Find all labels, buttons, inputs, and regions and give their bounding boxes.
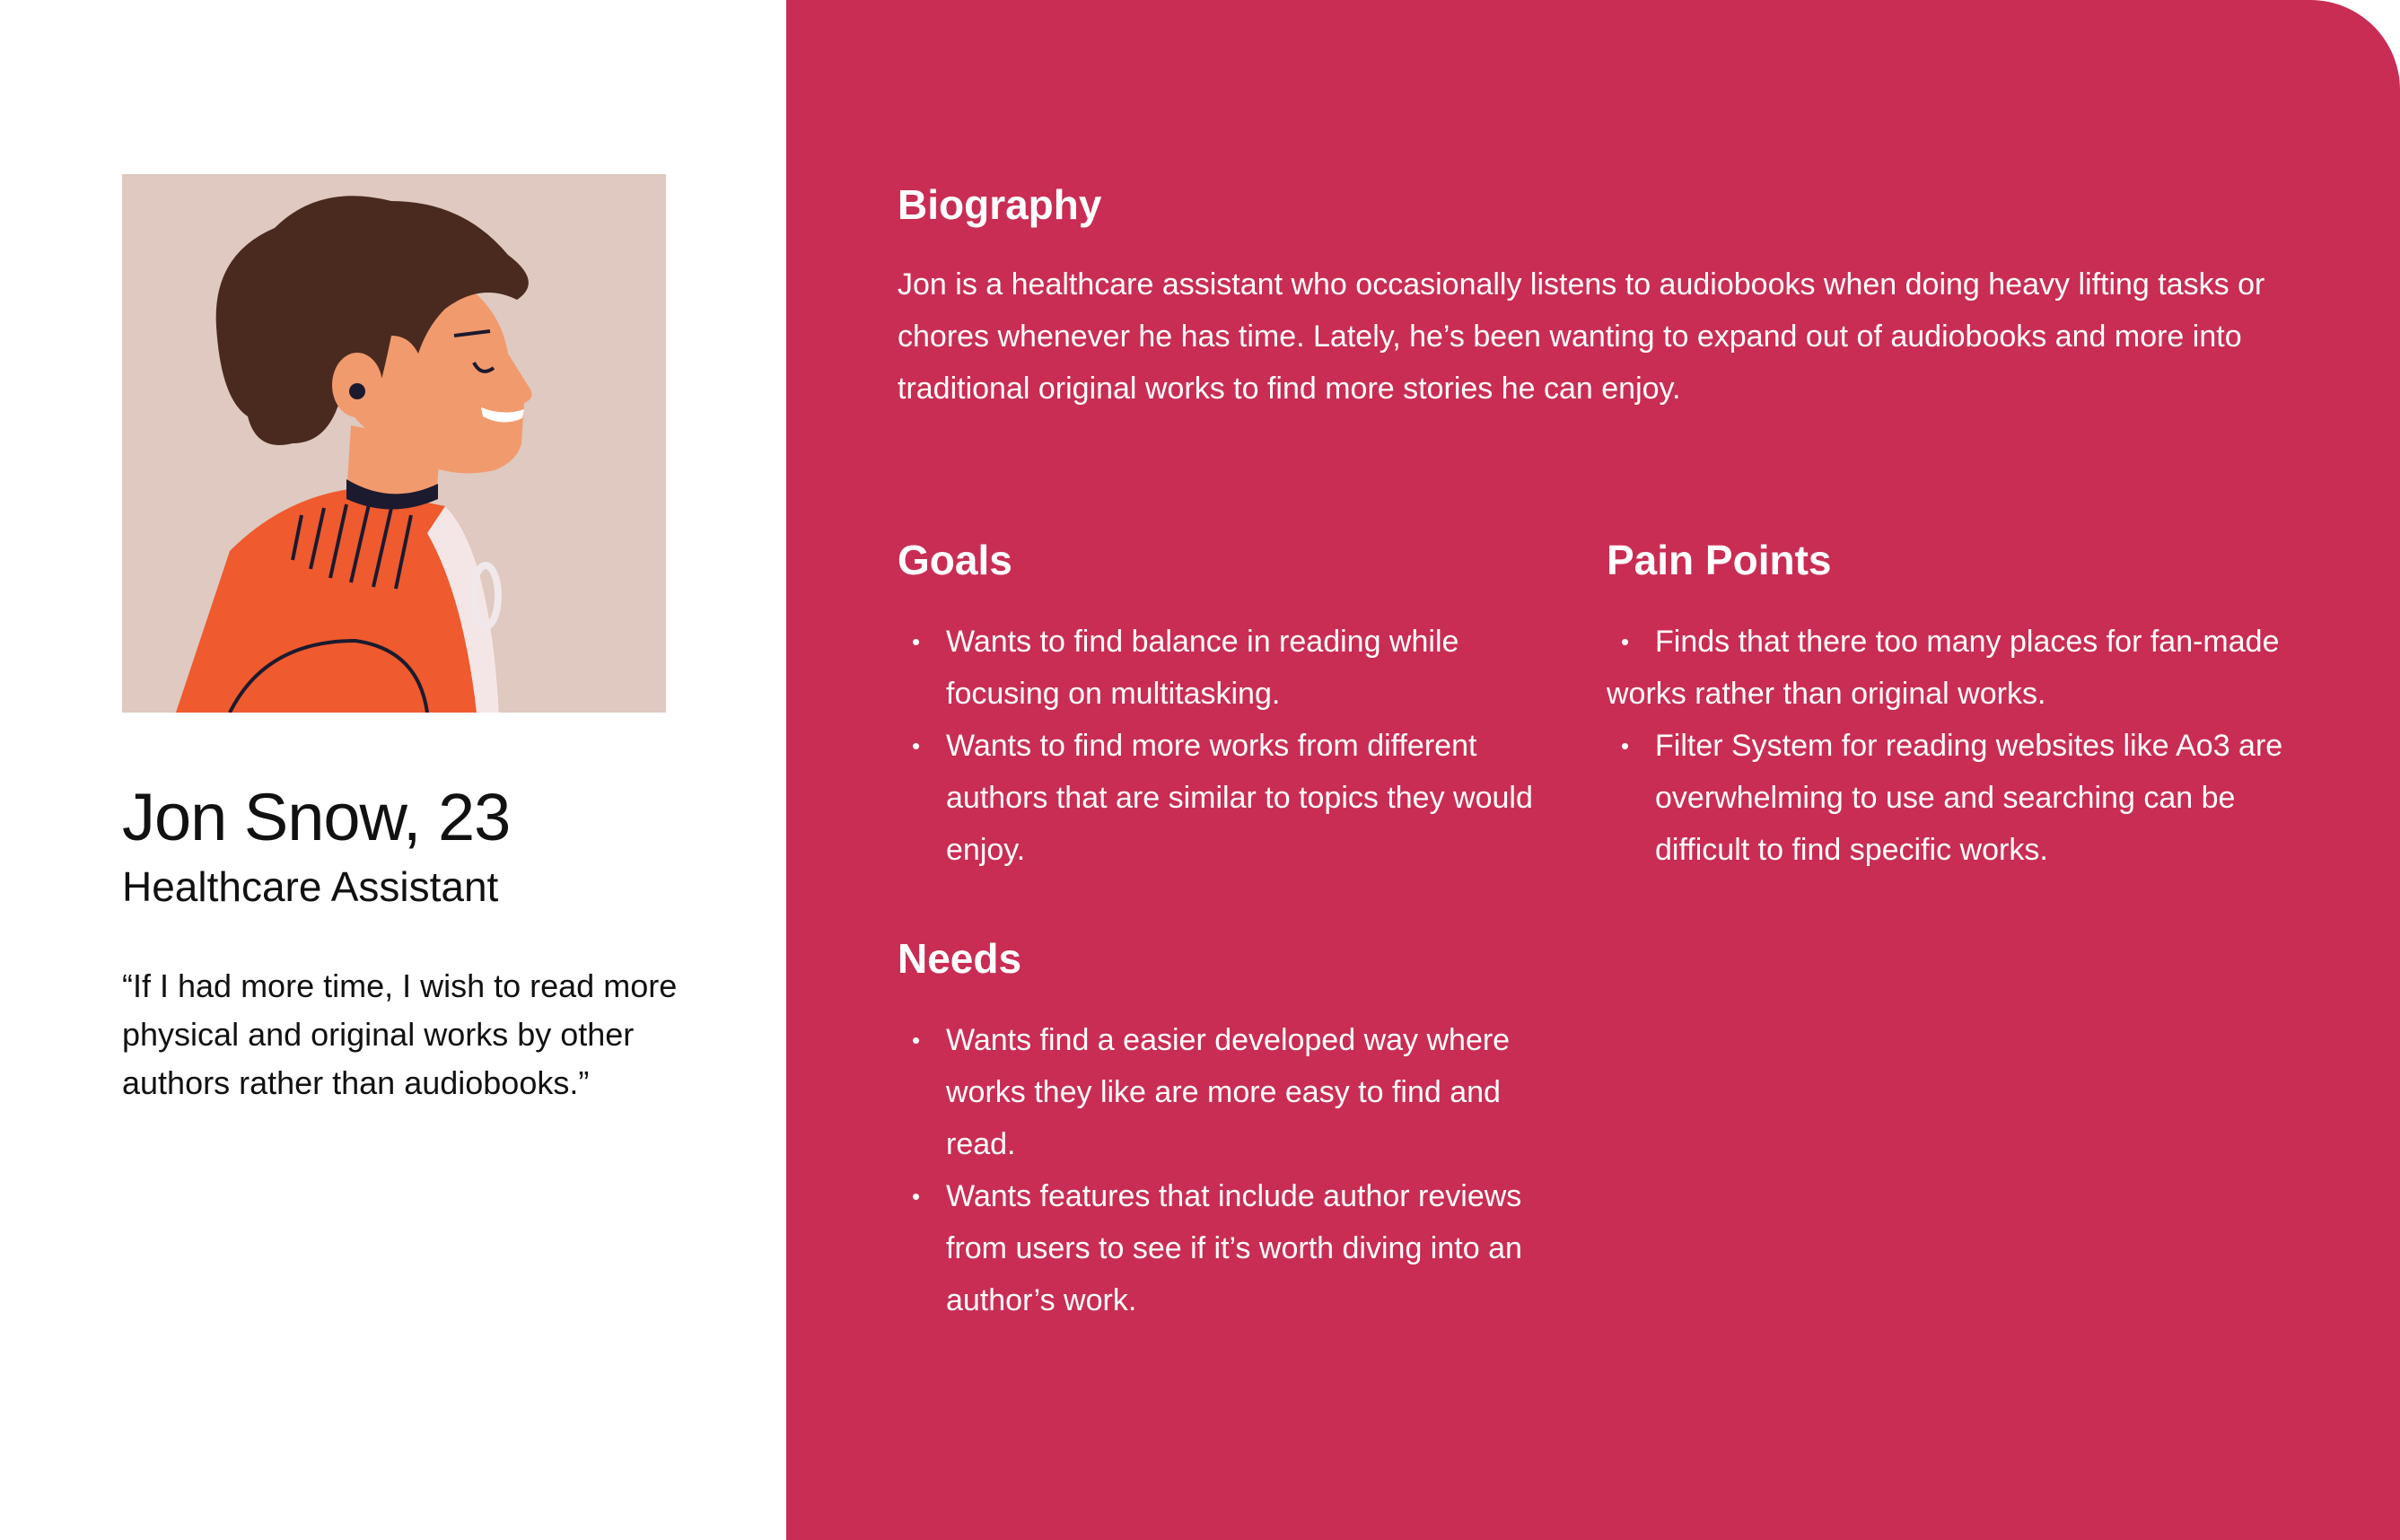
- pain-points-title: Pain Points: [1607, 537, 1832, 583]
- biography-title: Biography: [898, 181, 1102, 228]
- list-item: [898, 720, 1553, 876]
- pain-point-text: Filter System for reading websites like Ao3 are overwhelming to use and searching can be difficult to find specific works.: [1655, 729, 2283, 867]
- list-item: [898, 1170, 1553, 1326]
- pain-points-list: [1607, 616, 2307, 876]
- persona-profile-column: [0, 0, 786, 1540]
- bullet-icon: •: [912, 732, 921, 759]
- bullet-icon: •: [912, 628, 921, 655]
- needs-title: Needs: [898, 935, 1022, 982]
- persona-details-panel: [786, 0, 2400, 1540]
- need-text: Wants find a easier developed way where works they like are more easy to find and read.: [946, 1023, 1511, 1161]
- list-item: [898, 1014, 1553, 1170]
- persona-role: Healthcare Assistant: [122, 863, 499, 910]
- bullet-icon: •: [1621, 732, 1630, 759]
- goal-text: Wants to find more works from different authors that are similar to topics they would enjoy.: [946, 729, 1533, 867]
- goals-title: Goals: [898, 537, 1012, 583]
- persona-quote: “If I had more time, I wish to read more physical and original works by other authors rather than audiobooks.”: [122, 967, 678, 1101]
- bullet-icon: •: [912, 1027, 921, 1054]
- persona-avatar: [122, 174, 666, 713]
- biography-text: Jon is a healthcare assistant who occasionally listens to audiobooks when doing heavy lifting tasks or chores whenever he has time. Lately, he’s been wanting to expand out of audiobooks and more into traditional original works to find more stories he can enjoy.: [898, 267, 2265, 406]
- persona-illustration-icon: [122, 174, 666, 713]
- list-item: [1607, 616, 2307, 720]
- pain-point-text: Finds that there too many places for fan-made works rather than original works.: [1607, 625, 2280, 711]
- list-item: [898, 616, 1553, 720]
- bullet-icon: •: [1621, 628, 1630, 655]
- list-item: [1607, 720, 2307, 876]
- needs-list: [898, 1014, 1553, 1326]
- persona-name: Jon Snow, 23: [122, 780, 511, 854]
- bullet-icon: •: [912, 1183, 921, 1210]
- goals-list: [898, 616, 1553, 876]
- need-text: Wants features that include author reviews from users to see if it’s worth diving into an author’s work.: [946, 1179, 1522, 1317]
- goal-text: Wants to find balance in reading while focusing on multitasking.: [946, 625, 1459, 711]
